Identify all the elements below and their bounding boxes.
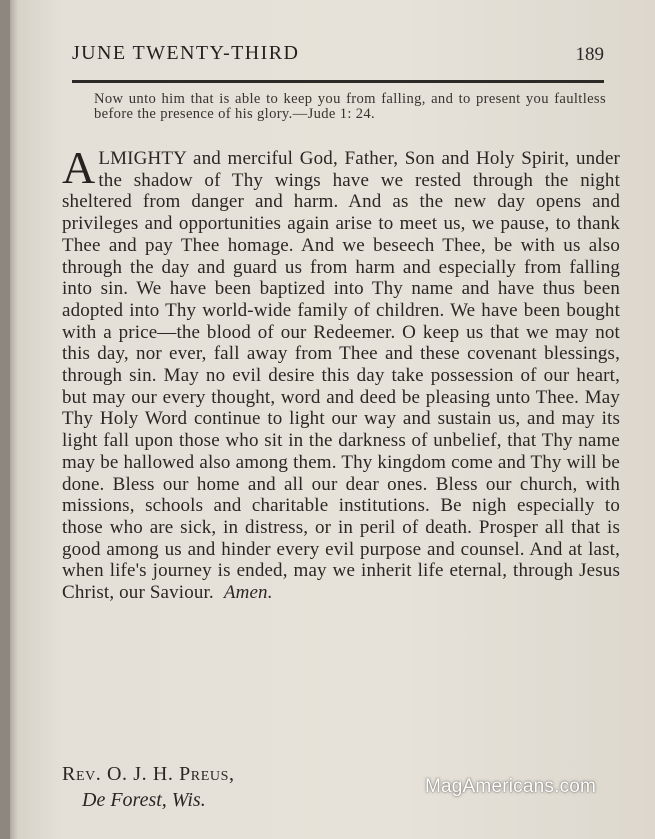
page-title: JUNE TWENTY-THIRD [72,42,300,64]
prayer-closing: Amen. [223,582,273,604]
page-header [72,42,604,72]
author-location: De Forest, Wis. [82,789,206,811]
drop-cap: A [62,142,96,193]
scripture-epigraph: Now unto him that is able to keep you from falling, and to present you faultless before the presence of his glory.—Jude 1: 24. [94,91,606,122]
header-rule [72,80,604,83]
book-page [10,0,655,839]
prayer-body: LMIGHTY and merciful God, Father, Son and Holy Spirit, under the shadow of Thy wings have we rested through the night sheltered from danger and harm. And as the new day opens and privileges and opportunities again arise to meet us, we pause, to thank Thee and pay Thee homage. And we beseech Thee, be with us also through the day and guard us from harm and especially from falling into sin. We have been baptized into Thy name and have thus been adopted into Thy world-wide family of children. We have been bought with a price—the blood of our Redeemer. O keep us that we may not this day, nor ever, fall away from Thee and these covenant blessings, through sin. May no evil desire this day take possession of our heart, but may our every thought, word and deed be pleasing unto Thee. May Thy Holy Word continue to light our way and sustain us, and may its light fall upon those who sit in the darkness of unbelief, that Thy name may be hallowed also among them. Thy kingdom come and Thy will be done. Bless our home and all our dear ones. Bless our church, with missions, schools and charitable institutions. Be nigh especially to those who are sick, in distress, or in peril of death. Prosper all that is good among us and hinder every evil purpose and counsel. And at last, when life's journey is ended, may we inherit life eternal, through Jesus Christ, our Saviour. [62,148,620,604]
watermark-text: MagAmericans.com [425,776,597,797]
author-name: Rev. O. J. H. Preus, [62,763,235,785]
page-number: 189 [575,44,604,65]
prayer-text [62,142,620,604]
signature-block [62,762,235,812]
